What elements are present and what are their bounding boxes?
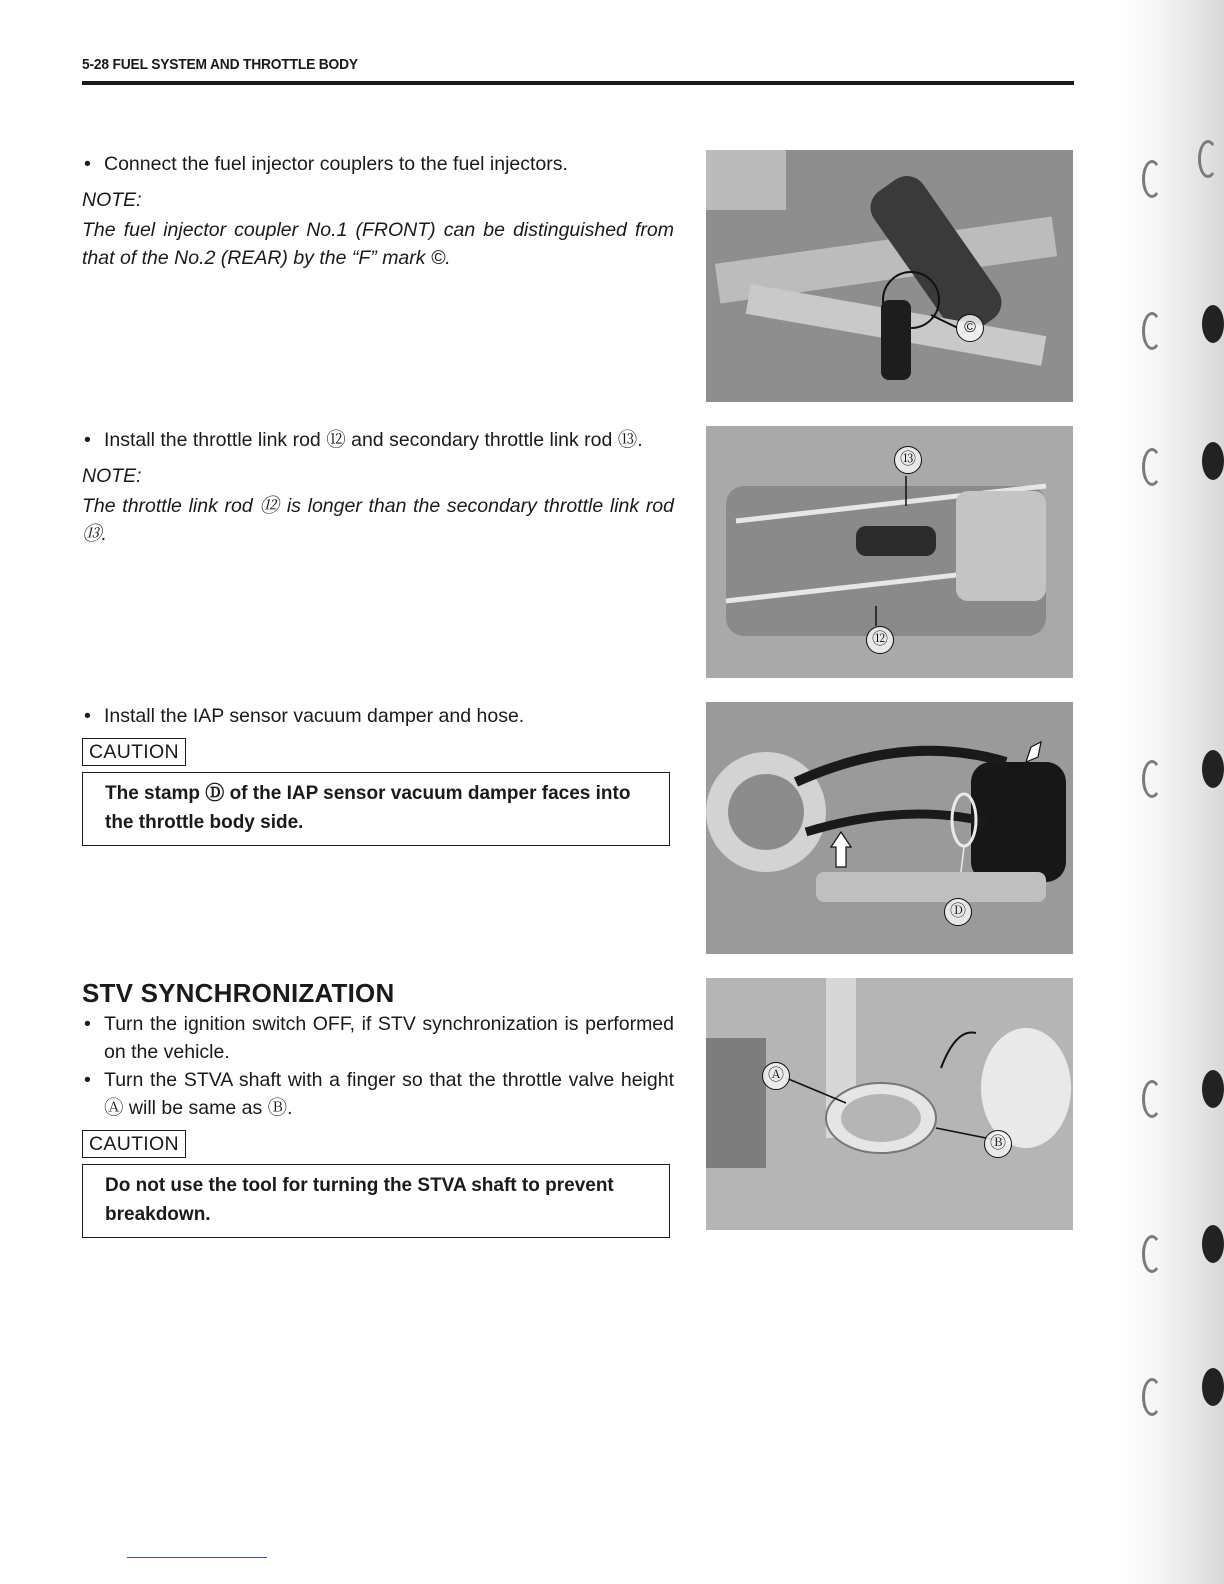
bullet-text: • Install the throttle link rod ⑫ and secondary throttle link rod ⑬.: [82, 426, 674, 454]
bullet-text: • Turn the STVA shaft with a finger so that the throttle valve height Ⓐ will be same as Ⓑ.: [82, 1066, 674, 1122]
section-iap-sensor-damper: [82, 702, 674, 846]
note-text: The throttle link rod ⑫ is longer than the secondary throttle link rod ⑬.: [82, 495, 674, 545]
binder-edge: [1120, 0, 1224, 1584]
binder-ring-icon: [1142, 1235, 1162, 1273]
binder-ring-icon: [1142, 760, 1162, 798]
callout-d: Ⓓ: [944, 898, 972, 926]
section-fuel-injector-couplers: [82, 150, 674, 272]
binder-ring-icon: [1202, 442, 1224, 480]
callout-c: ©: [956, 314, 984, 342]
callout-13: ⑬: [894, 446, 922, 474]
photo-fuel-injector-couplers: [706, 150, 1073, 402]
caution-box: The stamp Ⓓ of the IAP sensor vacuum damper faces into the throttle body side.: [82, 772, 670, 846]
header-rule: [82, 81, 1074, 85]
note-label: NOTE:: [82, 189, 142, 211]
callout-a: Ⓐ: [762, 1062, 790, 1090]
binder-ring-icon: [1202, 305, 1224, 343]
caution-label: CAUTION: [82, 1130, 186, 1158]
photo-iap-sensor-damper: [706, 702, 1073, 954]
binder-ring-icon: [1142, 1080, 1162, 1118]
bullet-text: • Install the IAP sensor vacuum damper and hose.: [82, 702, 674, 730]
vacuum-damper-illustration: [706, 702, 1073, 954]
binder-ring-icon: [1142, 1378, 1162, 1416]
binder-ring-icon: [1202, 750, 1224, 788]
page-header: [82, 56, 1074, 73]
throttle-body-illustration: [706, 150, 1073, 402]
stva-shaft-illustration: [706, 978, 1073, 1230]
header-title: 5-28 FUEL SYSTEM AND THROTTLE BODY: [82, 56, 358, 73]
section-stv-synchronization: [82, 978, 674, 1238]
binder-ring-icon: [1202, 1225, 1224, 1263]
callout-12: ⑫: [866, 626, 894, 654]
bullet-text: • Turn the ignition switch OFF, if STV synchronization is performed on the vehicle.: [82, 1010, 674, 1066]
footer-line: [127, 1557, 267, 1558]
note-label: NOTE:: [82, 465, 142, 487]
caution-box: Do not use the tool for turning the STVA shaft to prevent breakdown.: [82, 1164, 670, 1238]
binder-ring-icon: [1142, 312, 1162, 350]
section-throttle-link-rod: [82, 426, 674, 548]
binder-ring-icon: [1202, 1368, 1224, 1406]
photo-throttle-link-rod: [706, 426, 1073, 678]
bullet-text: • Connect the fuel injector couplers to the fuel injectors.: [82, 150, 674, 178]
binder-ring-icon: [1142, 160, 1162, 198]
photo-stv-synchronization: [706, 978, 1073, 1230]
binder-ring-icon: [1202, 1070, 1224, 1108]
callout-b: Ⓑ: [984, 1130, 1012, 1158]
section-title: STV SYNCHRONIZATION: [82, 978, 395, 1008]
note-text: The fuel injector coupler No.1 (FRONT) can be distinguished from that of the No.2 (REAR) by the “F” mark ©.: [82, 219, 674, 269]
binder-ring-icon: [1198, 140, 1218, 178]
binder-ring-icon: [1142, 448, 1162, 486]
caution-label: CAUTION: [82, 738, 186, 766]
